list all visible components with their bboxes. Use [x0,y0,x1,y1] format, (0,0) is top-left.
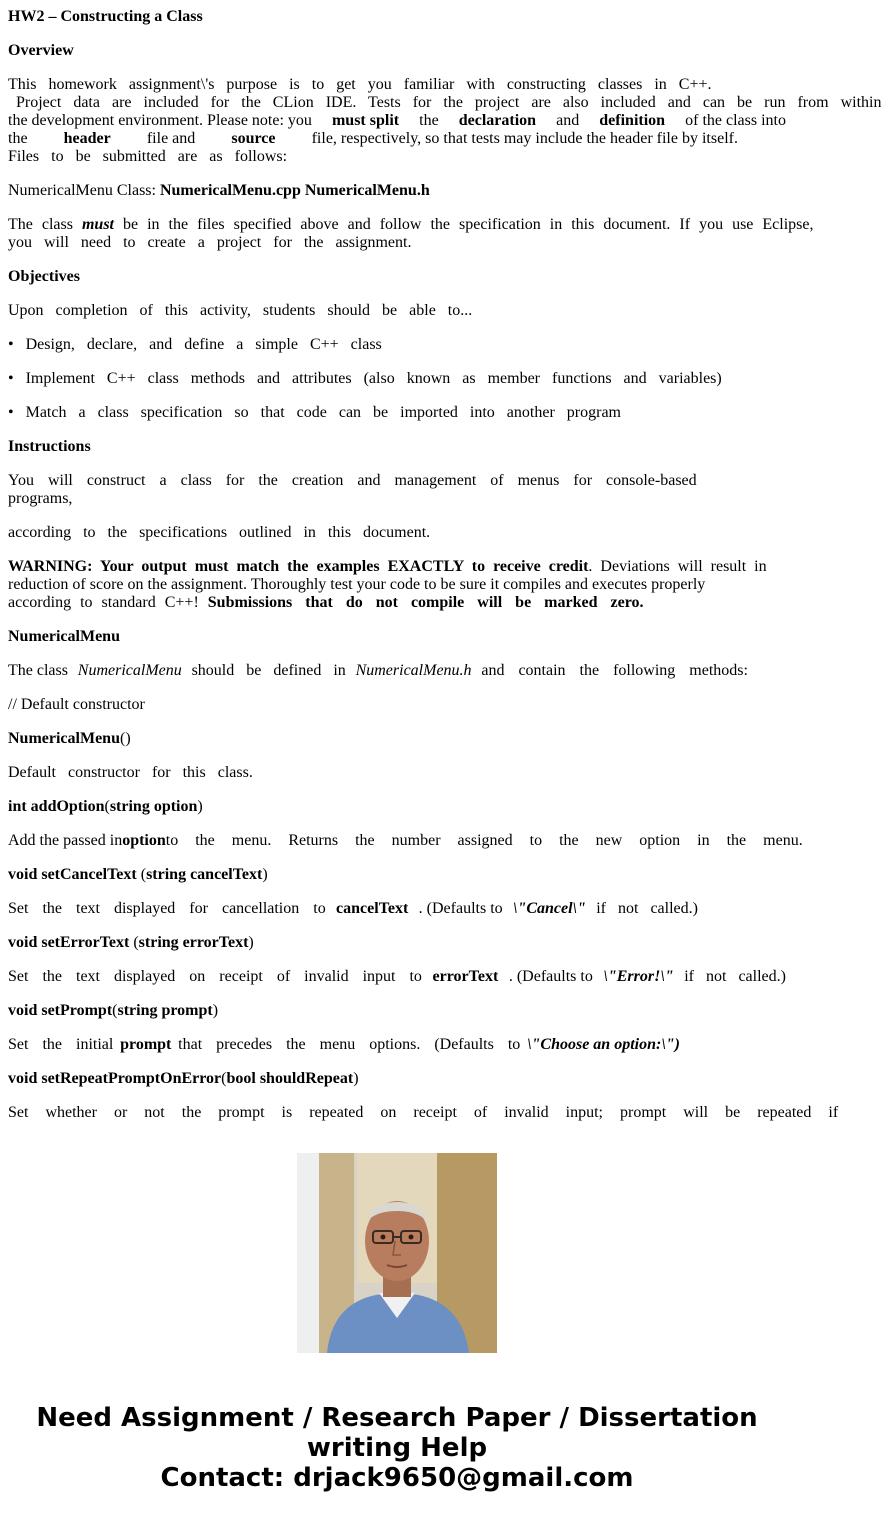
objectives-intro: Upon completion of this activity, students should be able to... [8,302,473,319]
set-cancel-desc-bold: cancelText [336,900,409,917]
add-option-desc-a: Add the passed in [8,832,123,849]
must-para-line-2: you will need to create a project for the assignment. [8,234,412,251]
set-prompt-signature: void setPrompt(string prompt) [8,1002,219,1019]
instructions-heading: Instructions [8,438,91,455]
warning-rest: . Deviations will result in [588,558,767,575]
overview-line-4b: file, respectively, so that tests may include the header file by itself. [311,130,738,147]
ad-line-1: Need Assignment / Research Paper / Dissertation [36,1403,758,1433]
set-prompt-desc-b: that precedes the menu options. (Defaults to [178,1036,521,1053]
set-prompt-description [8,1036,680,1054]
set-error-default: \"Error!\" [603,968,674,985]
overview-line-3a: the development environment. Please note: you [8,112,312,129]
class-intro-c: and contain the following methods: [481,662,748,679]
overview-the: the [419,112,439,129]
set-prompt-sig: void setPrompt [8,1002,113,1019]
set-cancel-desc-a: Set the text displayed for cancellation to [8,900,326,917]
set-prompt-param: string prompt [117,1002,213,1019]
overview-line-4 [8,130,738,148]
set-repeat-param: bool shouldRepeat [226,1070,354,1087]
instructions-line-1 [8,472,738,490]
ctor-name: NumericalMenu [8,730,120,747]
set-cancel-signature: void setCancelText (string cancelText) [8,866,268,883]
objectives-heading: Objectives [8,268,80,285]
files-line [8,182,786,200]
warning-3a: according to standard C++! [8,594,199,611]
set-prompt-desc-a: Set the initial [8,1036,114,1053]
objective-item: • Implement C++ class methods and attributes (also known as member functions and variables) [8,370,722,387]
definition-text: definition [599,112,666,129]
overview-line-5: Files to be submitted are as follows: [8,148,288,165]
instructions-text: You will construct a class for the creation and management of menus for console-based [8,472,697,489]
must-para-line-1 [8,216,814,234]
ctor-description: Default constructor for this class. [8,764,253,781]
class-name-text: NumericalMenu [77,662,182,679]
set-error-param: string errorText [138,934,249,951]
ad-line-2: writing Help [306,1433,488,1463]
add-option-return: int [8,798,27,815]
set-repeat-sig: void setRepeatPromptOnError [8,1070,222,1087]
overview-line-1: This homework assignment\'s purpose is to get you familiar with constructing classes in C++. [8,76,712,93]
set-cancel-description [8,900,698,918]
objective-item: • Design, declare, and define a simple C++ class [8,336,382,353]
overview-line-3c: of the class into [685,112,786,129]
warning-line-2: reduction of score on the assignment. Thoroughly test your code to be sure it compiles and executes properly [8,576,706,593]
header-text: header [63,130,111,147]
add-option-name: addOption [30,798,105,815]
ad-banner [0,1403,794,1493]
set-cancel-sig: void setCancelText [8,866,137,883]
ctor-parens: () [119,730,131,747]
set-prompt-default: \"Choose an option:\") [527,1036,680,1053]
instructions-line-3: according to the specifications outlined in this document. [8,524,431,541]
ctor-signature [8,730,786,748]
zero-warning: Submissions that do not compile will be marked zero. [207,594,644,611]
set-error-desc-b: . (Defaults to [508,968,593,985]
set-repeat-description [8,1104,839,1122]
class-file-text: NumericalMenu.h [355,662,472,679]
set-error-description [8,968,786,986]
must-split-text: must split [331,112,400,129]
set-error-signature: void setErrorText (string errorText) [8,934,254,951]
must-para-b: be in the files specified above and follow the specification in this document. If you use Eclipse, [123,216,814,233]
overview-and: and [556,112,580,129]
author-photo [297,1153,497,1353]
set-error-sig: void setErrorText [8,934,130,951]
class-intro-a: The class [8,662,68,679]
ad-contact: Contact: drjack9650@gmail.com [160,1463,634,1493]
set-cancel-param: string cancelText [146,866,263,883]
warning-bold: WARNING: Your output must match the examples EXACTLY to receive credit [8,558,589,575]
files-label: NumericalMenu Class: [8,182,156,199]
overview-heading: Overview [8,42,74,59]
class-intro-b: should be defined in [191,662,346,679]
portrait-illustration [297,1153,497,1353]
add-option-signature: int addOption(string option) [8,798,203,815]
add-option-param: string option [109,798,198,815]
set-cancel-desc-b: . (Defaults to [418,900,503,917]
instructions-line-2: programs, [8,490,73,507]
ctor-comment: // Default constructor [8,696,145,713]
set-error-desc-bold: errorText [432,968,499,985]
overview-file-and: file and [146,130,196,147]
set-error-desc-a: Set the text displayed on receipt of invalid input to [8,968,422,985]
page-title: HW2 – Constructing a Class [8,8,203,25]
set-cancel-desc-c: if not called.) [596,900,698,917]
set-prompt-desc-bold: prompt [120,1036,172,1053]
source-text: source [231,130,276,147]
overview-the-2: the [8,130,28,147]
set-repeat-signature: void setRepeatPromptOnError(bool shouldRepeat) [8,1070,359,1087]
objective-item: • Match a class specification so that code can be imported into another program [8,404,621,421]
files-list: NumericalMenu.cpp NumericalMenu.h [159,182,430,199]
set-repeat-desc: Set whether or not the prompt is repeated on receipt of invalid input; prompt will be repeated if [8,1104,839,1121]
add-option-description [8,832,803,850]
declaration-text: declaration [458,112,537,129]
must-text: must [81,216,114,233]
warning-line-1 [8,558,786,576]
class-intro [8,662,748,680]
set-cancel-default: \"Cancel\" [513,900,586,917]
overview-line-3 [8,112,786,130]
must-para-a: The class [8,216,73,233]
class-heading: NumericalMenu [8,628,120,645]
add-option-desc-b: to the menu. Returns the number assigned to the new option in the menu. [165,832,803,849]
add-option-desc-bold: option [122,832,166,849]
overview-line-2: Project data are included for the CLion IDE. Tests for the project are also included and can be run from within [16,94,881,111]
warning-line-3 [8,594,786,612]
set-error-desc-c: if not called.) [684,968,786,985]
